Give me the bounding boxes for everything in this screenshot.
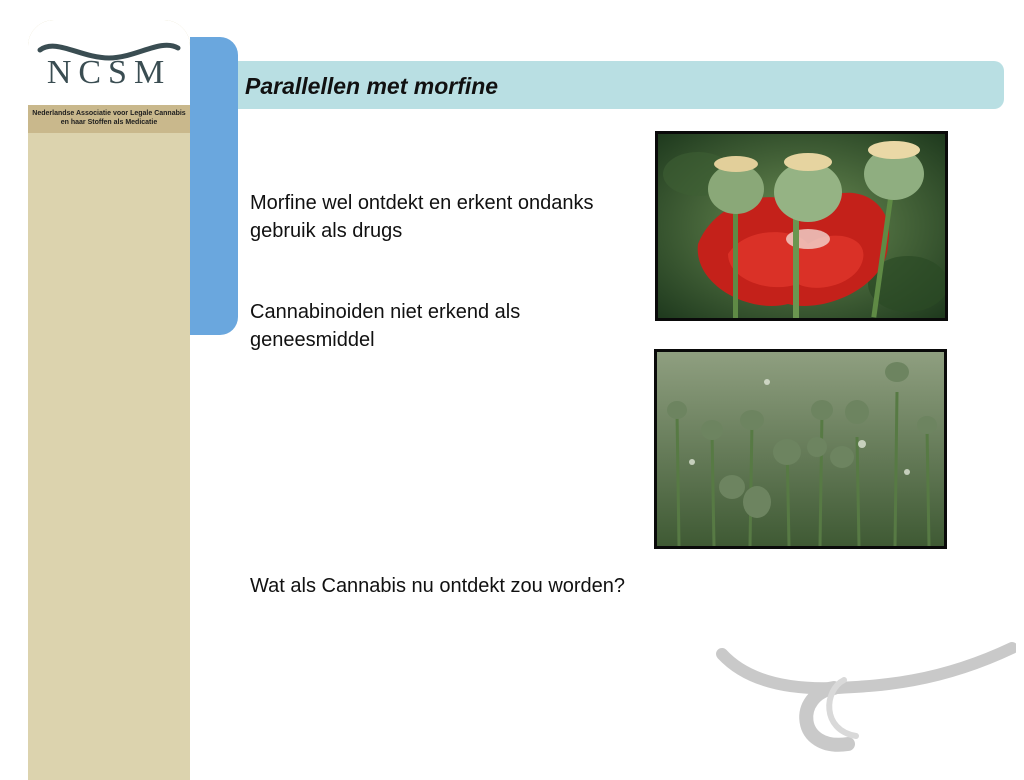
bullet-morfine: Morfine wel ontdekt en erkent ondanks gebruik als drugs bbox=[250, 192, 594, 242]
tagline: Nederlandse Associatie voor Legale Cannabis en haar Stoffen als Medicatie bbox=[28, 105, 190, 133]
ncsm-logo bbox=[28, 20, 190, 105]
logo-text: NCSM bbox=[46, 54, 172, 91]
poppy-flower-photo bbox=[655, 131, 948, 321]
bullet-cannabinoiden: Cannabinoiden niet erkend als geneesmiddel bbox=[250, 301, 521, 351]
title-bar bbox=[238, 61, 1004, 109]
bullet-cannabis-question: Wat als Cannabis nu ontdekt zou worden? bbox=[250, 575, 626, 597]
ncsm-watermark-icon bbox=[716, 640, 1016, 760]
slide-title: Parallellen met morfine bbox=[245, 73, 499, 99]
poppy-field-photo bbox=[654, 349, 947, 549]
blue-accent-tab bbox=[190, 37, 238, 335]
sidebar bbox=[28, 20, 190, 780]
